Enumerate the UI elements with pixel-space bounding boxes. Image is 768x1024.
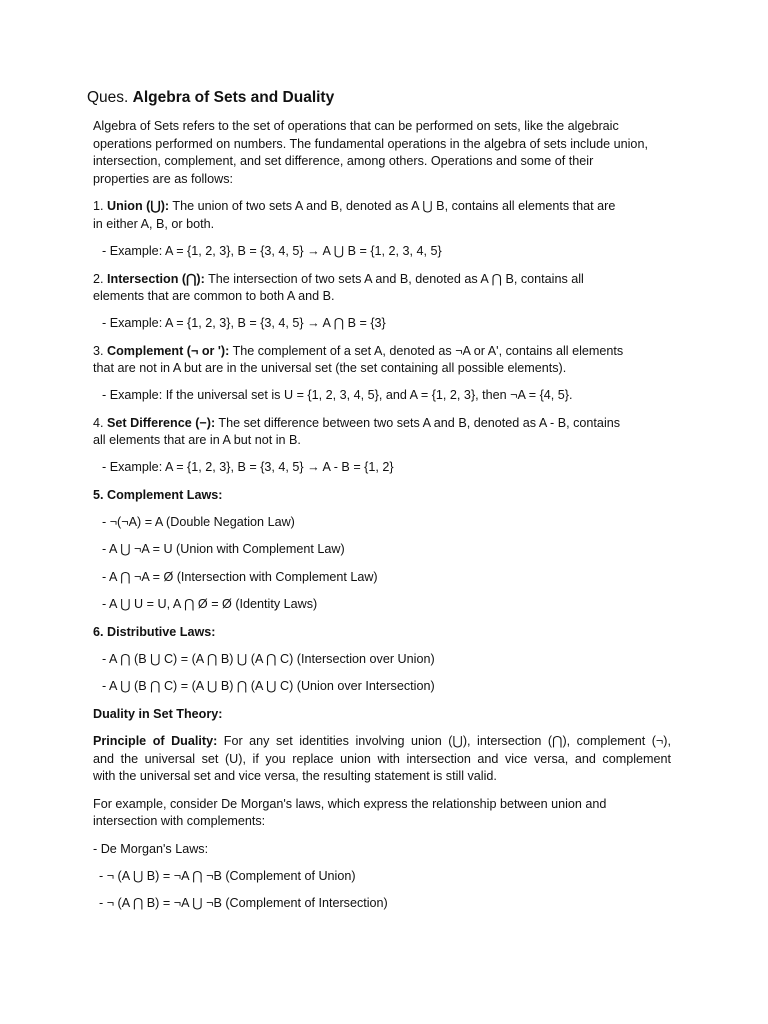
duality-heading	[93, 706, 683, 724]
union-line-1	[93, 198, 683, 216]
difference-example: - Example: A = {1, 2, 3}, B = {3, 4, 5} → A - B = {1, 2}	[102, 460, 394, 474]
principle-line-2: and the universal set (U), if you replace union with intersection and vice versa, and complement	[93, 752, 671, 766]
complement-law-item: - A ⋂ ¬A = Ø (Intersection with Complement Law)	[102, 570, 378, 584]
complement-head: Complement (¬ or '):	[107, 344, 230, 358]
example-line-1: For example, consider De Morgan's laws, which express the relationship between union and	[93, 797, 607, 811]
intersection-line-2: elements that are common to both A and B.	[93, 289, 335, 303]
complement-example: - Example: If the universal set is U = {1, 2, 3, 4, 5}, and A = {1, 2, 3}, then ¬A = {4, 5}.	[102, 388, 573, 402]
principle-line-3: with the universal set and vice versa, the resulting statement is still valid.	[93, 769, 497, 783]
intro-line-1: Algebra of Sets refers to the set of operations that can be performed on sets, like the algebraic	[93, 119, 619, 133]
difference-num: 4.	[93, 416, 104, 430]
union-num: 1.	[93, 199, 104, 213]
difference-text-1: The set difference between two sets A and B, denoted as A - B, contains	[215, 416, 621, 430]
title-text: Algebra of Sets and Duality	[132, 89, 335, 106]
difference-head: Set Difference (−):	[107, 416, 216, 430]
complement-laws-head-text: 5. Complement Laws:	[93, 488, 223, 502]
principle-text-1: For any set identities involving union (⋃), intersection (⋂), complement (¬),	[217, 734, 671, 748]
page-title	[87, 88, 334, 108]
intersection-example: - Example: A = {1, 2, 3}, B = {3, 4, 5} → A ⋂ B = {3}	[102, 316, 386, 330]
complement-laws-heading	[93, 487, 683, 505]
intersection-text-1: The intersection of two sets A and B, denoted as A ⋂ B, contains all	[204, 272, 584, 286]
principle-line-1	[93, 733, 671, 751]
difference-line-2: all elements that are in A but not in B.	[93, 433, 301, 447]
complement-line-2: that are not in A but are in the universal set (the set containing all possible elements).	[93, 361, 567, 375]
complement-law-item: - A ⋃ ¬A = U (Union with Complement Law)	[102, 542, 345, 556]
example-line-2: intersection with complements:	[93, 814, 266, 828]
intersection-line-1	[93, 271, 683, 289]
distributive-laws-heading	[93, 624, 683, 642]
difference-line-1	[93, 415, 683, 433]
complement-num: 3.	[93, 344, 104, 358]
de-morgan-heading: - De Morgan's Laws:	[93, 842, 209, 856]
union-line-2: in either A, B, or both.	[93, 217, 215, 231]
intersection-num: 2.	[93, 272, 104, 286]
de-morgan-item: - ¬ (A ⋂ B) = ¬A ⋃ ¬B (Complement of Intersection)	[99, 896, 388, 910]
complement-text-1: The complement of a set A, denoted as ¬A or A', contains all elements	[229, 344, 624, 358]
intro-line-2: operations performed on numbers. The fundamental operations in the algebra of sets include union,	[93, 137, 648, 151]
complement-law-item: - A ⋃ U = U, A ⋂ Ø = Ø (Identity Laws)	[102, 597, 318, 611]
complement-line-1	[93, 343, 683, 361]
principle-head: Principle of Duality:	[93, 734, 218, 748]
intersection-head: Intersection (⋂):	[107, 272, 205, 286]
intro-line-4: properties are as follows:	[93, 172, 233, 186]
distributive-laws-head-text: 6. Distributive Laws:	[93, 625, 216, 639]
distributive-law-item: - A ⋂ (B ⋃ C) = (A ⋂ B) ⋃ (A ⋂ C) (Intersection over Union)	[102, 652, 435, 666]
union-example: - Example: A = {1, 2, 3}, B = {3, 4, 5} → A ⋃ B = {1, 2, 3, 4, 5}	[102, 244, 442, 258]
union-head: Union (⋃):	[107, 199, 170, 213]
intro-line-3: intersection, complement, and set difference, among others. Operations and some of their	[93, 154, 594, 168]
union-text-1: The union of two sets A and B, denoted as A ⋃ B, contains all elements that are	[169, 199, 616, 213]
title-prefix: Ques.	[87, 89, 129, 106]
de-morgan-item: - ¬ (A ⋃ B) = ¬A ⋂ ¬B (Complement of Union)	[99, 869, 356, 883]
distributive-law-item: - A ⋃ (B ⋂ C) = (A ⋃ B) ⋂ (A ⋃ C) (Union over Intersection)	[102, 679, 435, 693]
duality-head-text: Duality in Set Theory:	[93, 707, 223, 721]
complement-law-item: - ¬(¬A) = A (Double Negation Law)	[102, 515, 295, 529]
